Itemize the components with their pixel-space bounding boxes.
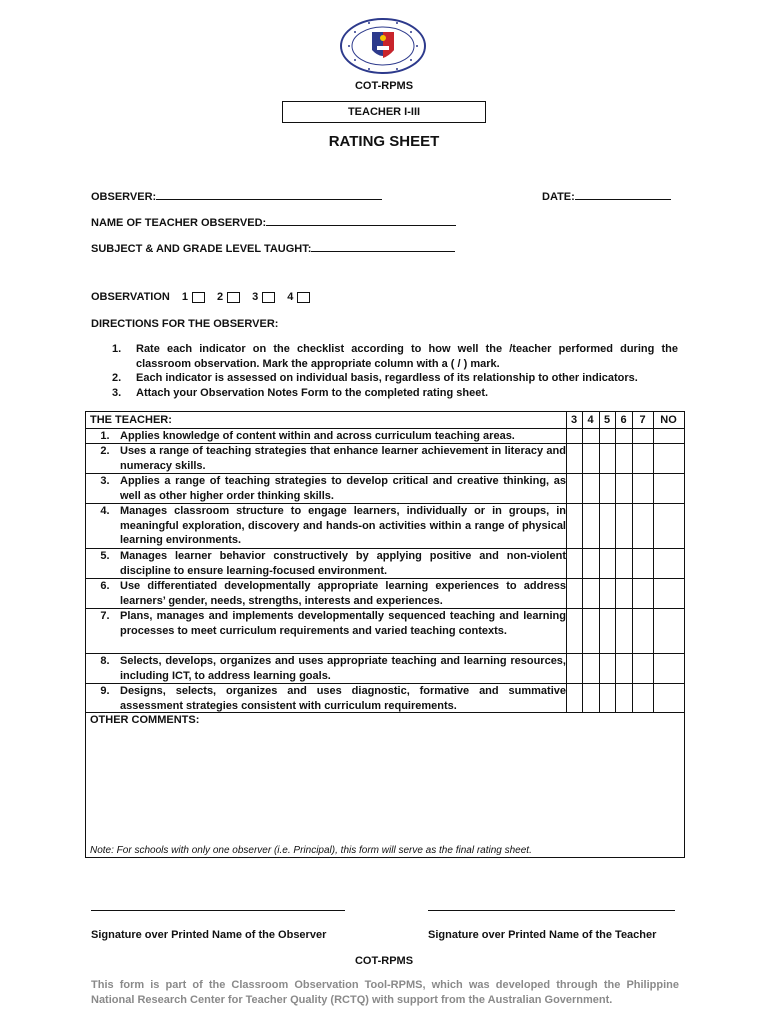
column-header-6: 6 [620,414,627,426]
column-header-7: 7 [639,414,646,426]
deped-seal-icon [339,18,427,74]
observation-selector [91,291,310,303]
table-note: Note: For schools with only one observer (i.e. Principal), this form will serve as the final rating sheet. [90,845,532,856]
column-header-3: 3 [570,414,578,426]
rating-table [85,411,685,858]
column-header-4: 4 [587,414,594,426]
observer-field[interactable] [91,189,382,203]
observation-label: OBSERVATION [91,291,170,303]
table-row[interactable]: 7. Plans, manages and implements developmentally sequenced teaching and learning processes to meet curriculum requirements and varied teaching contexts. [86,608,684,653]
observer-blank[interactable] [156,189,382,200]
teacher-signature-line[interactable] [428,910,675,911]
footer-text: This form is part of the Classroom Observation Tool-RPMS, which was developed through the Philippine National Research Center for Teacher Quality (RCTQ) with support from the Australian Government. [91,979,679,1006]
list-item: 1. Rate each indicator on the checklist according to how well the /teacher performed during the classroom observation. Mark the appropriate column with a ( / ) mark. [112,343,678,370]
footer-form-code: COT-RPMS [354,955,414,967]
table-row[interactable]: 9. Designs, selects, organizes and uses diagnostic, formative and summative assessment strategies consistent with curriculum requirements. [86,683,684,713]
form-code: COT-RPMS [354,80,414,92]
table-row[interactable]: 8. Selects, develops, organizes and uses appropriate teaching and learning resources, including ICT, to address learning goals. [86,653,684,683]
observation-option-label: 3 [252,291,259,303]
table-row[interactable]: 4. Manages classroom structure to engage learners, individually or in groups, in meaningful exploration, discovery and hands-on activities within a range of physical learning environments. [86,503,684,548]
page-title: RATING SHEET [328,133,440,150]
directions-heading: DIRECTIONS FOR THE OBSERVER: [91,318,279,330]
table-row[interactable]: 3. Applies a range of teaching strategies to develop critical and creative thinking, as well as other higher order thinking skills. [86,473,684,503]
subject-blank[interactable] [311,241,455,252]
column-header-no: NO [660,414,677,426]
observation-checkbox-4[interactable] [297,292,310,303]
table-row[interactable]: 1. Applies knowledge of content within and across curriculum teaching areas. [86,428,684,443]
observation-checkbox-1[interactable] [192,292,205,303]
observation-option-label: 1 [181,291,188,303]
observation-checkbox-3[interactable] [262,292,275,303]
other-comments-label: OTHER COMMENTS: [90,714,200,726]
list-item: 2. Each indicator is assessed on individual basis, regardless of its relationship to other indicators. [112,372,638,384]
teacher-level-label: TEACHER I-III [347,106,421,118]
date-label: DATE: [542,191,575,203]
directions-list [112,342,678,400]
table-row[interactable]: 2. Uses a range of teaching strategies that enhance learner achievement in literacy and numeracy skills. [86,443,684,473]
date-blank[interactable] [575,189,671,200]
teacher-level-box [282,101,486,123]
table-header-label: THE TEACHER: [90,414,172,426]
teacher-signature-label: Signature over Printed Name of the Teacher [428,929,657,941]
table-row[interactable]: 6. Use differentiated developmentally appropriate learning experiences to address learners’ gender, needs, strengths, interests and experiences. [86,578,684,608]
teacher-name-field[interactable] [91,215,456,229]
observer-signature-label: Signature over Printed Name of the Observer [91,929,327,941]
subject-field[interactable] [91,241,455,255]
observer-label: OBSERVER: [91,191,157,203]
column-header-5: 5 [603,414,611,426]
comments-row[interactable] [86,712,684,858]
table-row[interactable]: 5. Manages learner behavior constructively by applying positive and non-violent discipline to ensure learning-focused environment. [86,548,684,578]
observation-option-label: 4 [287,291,294,303]
subject-label: SUBJECT & AND GRADE LEVEL TAUGHT: [91,243,312,255]
teacher-name-label: NAME OF TEACHER OBSERVED: [91,217,267,229]
observation-checkbox-2[interactable] [227,292,240,303]
observer-signature-line[interactable] [91,910,345,911]
date-field[interactable] [542,189,671,203]
list-item: 3. Attach your Observation Notes Form to the completed rating sheet. [112,386,489,399]
observation-option-label: 2 [216,291,224,303]
table-header-row [86,412,684,428]
teacher-name-blank[interactable] [266,215,456,226]
